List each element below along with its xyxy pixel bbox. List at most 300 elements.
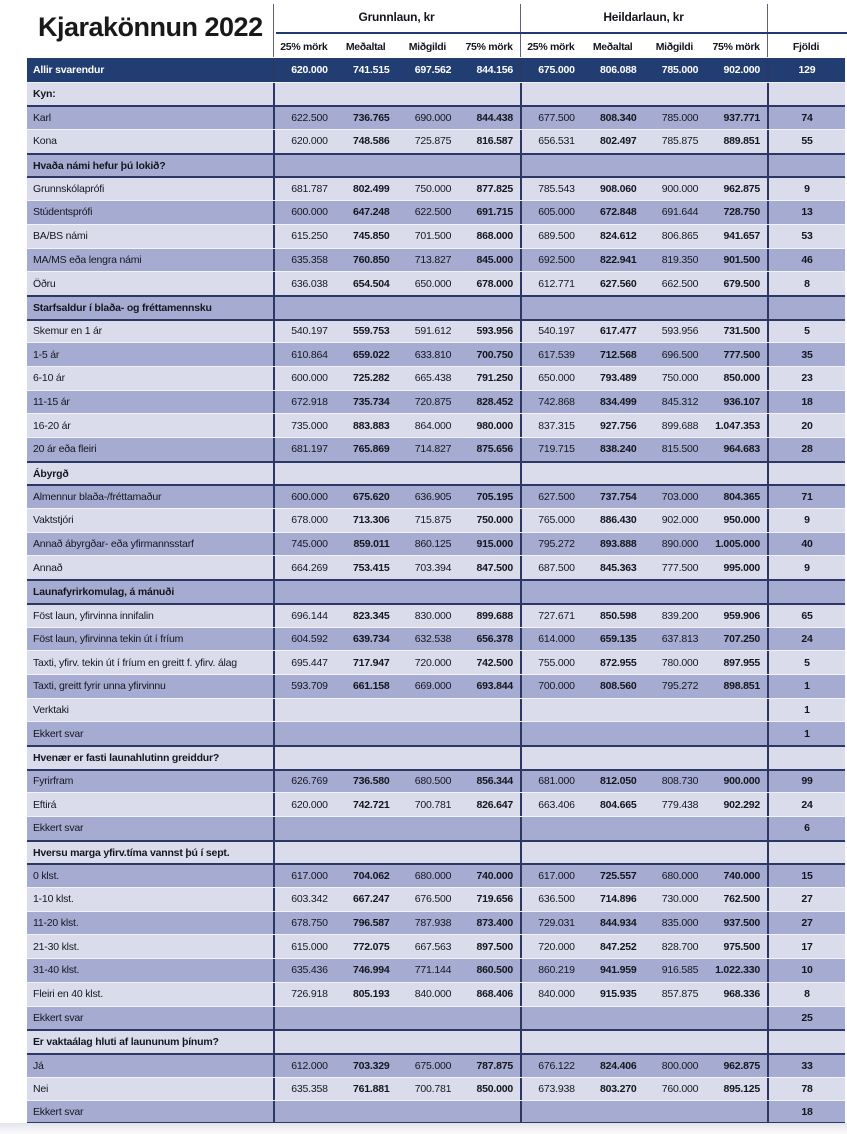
value-cell: 620.000 — [273, 58, 335, 82]
table-row — [27, 650, 845, 674]
value-cell — [582, 297, 644, 319]
value-cell: 901.500 — [723, 253, 760, 266]
value-cell — [335, 817, 397, 840]
count-cell: 65 — [767, 605, 845, 627]
section-label: Er vaktaálag hluti af laununum þínum? — [33, 1036, 219, 1049]
value-cell: 806.865 — [661, 230, 699, 243]
table-row — [27, 224, 845, 248]
row-label: Verktaki — [33, 703, 69, 716]
count-cell — [767, 297, 845, 319]
count-cell — [767, 155, 845, 177]
value-cell: 795.272 — [661, 680, 699, 693]
row-label: 1-5 ár — [33, 348, 60, 361]
value-cell: 761.881 — [352, 1082, 390, 1095]
value-cell: 850.000 — [476, 1082, 513, 1095]
value-cell: 639.734 — [352, 632, 390, 645]
value-cell: 712.568 — [599, 348, 637, 361]
value-cell: 735.734 — [352, 395, 390, 408]
col-header-75pct-heildarlaun: 75% mörk — [712, 41, 760, 53]
table-row — [27, 674, 845, 698]
value-cell: 824.406 — [599, 1059, 637, 1072]
value-cell: 941.657 — [723, 230, 760, 243]
value-cell: 900.000 — [661, 183, 699, 196]
value-cell: 864.000 — [414, 419, 452, 432]
value-cell: 680.000 — [414, 870, 452, 883]
value-cell: 700.000 — [520, 675, 582, 698]
value-cell: 615.250 — [273, 225, 335, 248]
row-label: Stúdentsprófi — [33, 206, 93, 219]
value-cell: 941.959 — [599, 964, 637, 977]
row-label: Föst laun, yfirvinna tekin út í fríum — [33, 632, 184, 645]
count-cell: 99 — [767, 771, 845, 793]
value-cell — [397, 842, 459, 864]
count-cell: 25 — [767, 1007, 845, 1030]
section-label: Hvenær er fasti launahlutinn greiddur? — [33, 751, 220, 764]
table-row — [27, 769, 845, 793]
row-label: Eftirá — [33, 798, 57, 811]
value-cell: 975.500 — [723, 940, 760, 953]
value-cell — [582, 842, 644, 864]
value-cell: 690.000 — [414, 112, 452, 125]
value-cell: 785.543 — [520, 178, 582, 200]
value-cell — [582, 699, 644, 722]
value-cell — [335, 1007, 397, 1030]
value-cell: 697.562 — [414, 63, 452, 76]
count-cell — [767, 747, 845, 769]
value-cell — [458, 747, 520, 769]
value-cell — [335, 699, 397, 722]
value-cell — [644, 297, 706, 319]
value-cell — [273, 1031, 335, 1053]
value-cell: 777.500 — [723, 348, 760, 361]
value-cell — [582, 83, 644, 106]
value-cell — [335, 842, 397, 864]
value-cell: 675.620 — [352, 491, 390, 504]
value-cell: 840.000 — [520, 983, 582, 1006]
value-cell: 777.500 — [661, 561, 699, 574]
value-cell — [644, 747, 706, 769]
value-cell — [397, 817, 459, 840]
value-cell: 897.955 — [723, 656, 760, 669]
value-cell: 787.875 — [476, 1059, 513, 1072]
value-cell — [458, 842, 520, 864]
value-cell — [582, 463, 644, 485]
value-cell: 678.000 — [273, 509, 335, 532]
value-cell — [273, 842, 335, 864]
value-cell — [520, 155, 582, 177]
value-cell — [520, 747, 582, 769]
value-cell: 828.452 — [476, 395, 513, 408]
row-label: Annað ábyrgðar- eða yfirmannsstarf — [33, 538, 194, 551]
value-cell: 859.011 — [353, 538, 390, 551]
value-cell — [273, 83, 335, 106]
value-cell: 675.000 — [520, 58, 582, 82]
count-cell: 46 — [767, 249, 845, 272]
value-cell: 902.000 — [661, 514, 699, 527]
value-cell: 627.560 — [599, 277, 637, 290]
value-cell: 728.750 — [723, 206, 760, 219]
value-cell: 900.000 — [723, 775, 760, 788]
row-label: BA/BS námi — [33, 230, 88, 243]
value-cell: 745.000 — [273, 533, 335, 556]
bottom-shadow-band — [0, 1123, 847, 1134]
column-group-heildarlaun: Heildarlaun, kr — [603, 10, 684, 24]
value-cell: 635.358 — [273, 1078, 335, 1101]
value-cell: 875.656 — [476, 443, 513, 456]
value-cell: 835.000 — [661, 917, 699, 930]
value-cell: 715.875 — [414, 514, 452, 527]
value-cell — [273, 817, 335, 840]
value-cell — [705, 817, 767, 840]
table-row — [27, 437, 845, 461]
sub-header-row — [27, 37, 845, 57]
value-cell: 701.500 — [414, 230, 452, 243]
total-row — [27, 58, 845, 82]
count-cell: 18 — [767, 1101, 845, 1122]
value-cell: 823.345 — [352, 609, 390, 622]
value-cell: 830.000 — [414, 609, 452, 622]
table-row — [27, 484, 845, 508]
value-cell — [397, 155, 459, 177]
count-cell: 1 — [767, 699, 845, 722]
col-header-fjoldi: Fjöldi — [792, 41, 820, 53]
value-cell: 845.312 — [661, 395, 699, 408]
value-cell — [273, 463, 335, 485]
value-cell: 883.883 — [352, 419, 390, 432]
value-cell: 713.827 — [414, 253, 452, 266]
count-cell: 40 — [767, 533, 845, 556]
value-cell: 937.500 — [723, 917, 760, 930]
value-cell: 669.000 — [414, 680, 452, 693]
value-cell: 665.438 — [414, 372, 452, 385]
value-cell: 672.848 — [599, 206, 637, 219]
value-cell: 964.683 — [723, 443, 760, 456]
value-cell: 612.771 — [520, 272, 582, 295]
value-cell: 772.075 — [352, 940, 390, 953]
value-cell: 617.000 — [520, 865, 582, 887]
value-cell — [520, 817, 582, 840]
row-label: 11-20 klst. — [33, 917, 79, 930]
value-cell: 714.896 — [599, 893, 637, 906]
value-cell: 779.438 — [661, 798, 699, 811]
value-cell: 627.500 — [520, 486, 582, 508]
table-row — [27, 1053, 845, 1077]
row-label: MA/MS eða lengra námi — [33, 253, 142, 266]
value-cell: 750.000 — [414, 183, 452, 196]
value-cell: 808.340 — [599, 112, 637, 125]
row-label: Nei — [33, 1082, 49, 1095]
value-cell — [397, 747, 459, 769]
value-cell — [582, 155, 644, 177]
value-cell: 1.047.353 — [715, 419, 760, 432]
value-cell: 802.497 — [599, 135, 637, 148]
value-cell — [273, 699, 335, 722]
value-cell: 877.825 — [476, 183, 513, 196]
value-cell: 802.499 — [352, 183, 390, 196]
value-cell: 995.000 — [723, 561, 760, 574]
row-label: Föst laun, yfirvinna innifalin — [33, 609, 154, 622]
value-cell: 753.415 — [352, 561, 390, 574]
count-cell: 10 — [767, 959, 845, 982]
value-cell: 785.000 — [661, 63, 699, 76]
value-cell: 850.598 — [599, 609, 637, 622]
value-cell — [705, 155, 767, 177]
value-cell: 700.781 — [414, 798, 452, 811]
value-cell — [644, 155, 706, 177]
section-label: Kyn: — [33, 88, 56, 101]
value-cell: 636.038 — [273, 272, 335, 295]
value-cell: 808.560 — [599, 680, 637, 693]
value-cell: 617.000 — [273, 865, 335, 887]
count-cell — [767, 463, 845, 485]
value-cell: 620.000 — [273, 793, 335, 816]
value-cell: 622.500 — [273, 107, 335, 129]
value-cell: 600.000 — [273, 486, 335, 508]
count-cell: 74 — [767, 107, 845, 129]
value-cell — [582, 722, 644, 745]
value-cell — [520, 1007, 582, 1030]
value-cell: 703.329 — [352, 1059, 390, 1072]
value-cell: 650.000 — [520, 367, 582, 390]
value-cell — [458, 297, 520, 319]
section-header-row — [27, 295, 845, 319]
value-cell: 681.787 — [273, 178, 335, 200]
value-cell: 593.956 — [661, 325, 699, 338]
table-row — [27, 342, 845, 366]
value-cell — [520, 463, 582, 485]
section-label: Launafyrirkomulag, á mánuði — [33, 585, 175, 598]
value-cell: 837.315 — [520, 414, 582, 437]
value-cell — [705, 83, 767, 106]
table-row — [27, 200, 845, 224]
count-cell — [767, 1031, 845, 1053]
value-cell — [644, 1031, 706, 1053]
value-cell: 617.477 — [599, 325, 637, 338]
value-cell — [644, 1101, 706, 1122]
value-cell: 720.000 — [414, 656, 452, 669]
value-cell: 620.000 — [273, 130, 335, 153]
value-cell: 745.850 — [352, 230, 390, 243]
value-cell: 899.688 — [661, 419, 699, 432]
value-cell: 617.539 — [520, 343, 582, 366]
value-cell: 791.250 — [476, 372, 513, 385]
value-cell: 559.753 — [352, 325, 390, 338]
count-cell: 5 — [767, 651, 845, 674]
value-cell: 742.500 — [476, 656, 513, 669]
value-cell — [335, 1101, 397, 1122]
value-cell: 714.827 — [414, 443, 452, 456]
table-row — [27, 603, 845, 627]
value-cell: 893.888 — [599, 538, 637, 551]
value-cell: 735.000 — [273, 414, 335, 437]
value-cell: 750.000 — [476, 514, 513, 527]
value-cell: 750.000 — [661, 372, 699, 385]
value-cell: 760.850 — [352, 253, 390, 266]
value-cell: 687.500 — [520, 556, 582, 579]
value-cell — [520, 699, 582, 722]
value-cell: 872.955 — [599, 656, 637, 669]
value-cell — [335, 155, 397, 177]
count-cell: 27 — [767, 912, 845, 935]
value-cell: 662.500 — [661, 277, 699, 290]
value-cell: 664.269 — [273, 556, 335, 579]
value-cell: 673.938 — [520, 1078, 582, 1101]
value-cell: 691.715 — [476, 206, 513, 219]
value-cell: 804.665 — [599, 798, 637, 811]
value-cell: 748.586 — [352, 135, 390, 148]
value-cell: 873.400 — [476, 917, 513, 930]
value-cell: 707.250 — [723, 632, 760, 645]
col-header-25pct-grunnlaun: 25% mörk — [280, 41, 328, 53]
row-label: Grunnskólaprófi — [33, 183, 105, 196]
value-cell: 635.358 — [273, 249, 335, 272]
value-cell: 902.292 — [723, 798, 760, 811]
row-label: Ekkert svar — [33, 822, 84, 835]
value-cell — [397, 722, 459, 745]
table-row — [27, 508, 845, 532]
value-cell: 695.447 — [273, 651, 335, 674]
table-row — [27, 1100, 845, 1124]
count-cell: 55 — [767, 130, 845, 153]
value-cell: 663.406 — [520, 793, 582, 816]
value-cell — [582, 581, 644, 603]
value-cell: 736.765 — [352, 112, 390, 125]
row-label: Ekkert svar — [33, 1011, 84, 1024]
value-cell: 719.656 — [476, 893, 513, 906]
value-cell: 898.851 — [723, 680, 760, 693]
table-row — [27, 390, 845, 414]
row-label: Annað — [33, 561, 63, 574]
value-cell: 856.344 — [476, 775, 513, 788]
value-cell — [520, 83, 582, 106]
value-cell: 654.504 — [352, 277, 390, 290]
value-cell — [705, 699, 767, 722]
table-row — [27, 982, 845, 1006]
value-cell: 650.000 — [414, 277, 452, 290]
value-cell — [458, 463, 520, 485]
value-cell — [582, 817, 644, 840]
value-cell: 760.000 — [661, 1082, 699, 1095]
value-cell — [705, 747, 767, 769]
count-cell — [767, 842, 845, 864]
value-cell — [705, 1101, 767, 1122]
value-cell — [335, 722, 397, 745]
value-cell — [458, 581, 520, 603]
value-cell — [397, 463, 459, 485]
value-cell — [705, 1031, 767, 1053]
value-cell: 737.754 — [599, 491, 637, 504]
count-cell: 1 — [767, 675, 845, 698]
row-label: Öðru — [33, 277, 56, 290]
value-cell — [397, 297, 459, 319]
value-cell: 742.868 — [520, 391, 582, 414]
value-cell — [644, 842, 706, 864]
value-cell: 795.272 — [520, 533, 582, 556]
value-cell: 860.219 — [520, 959, 582, 982]
value-cell: 540.197 — [273, 321, 335, 343]
table-row — [27, 532, 845, 556]
value-cell — [520, 722, 582, 745]
value-cell: 796.587 — [352, 917, 390, 930]
value-cell: 785.875 — [661, 135, 699, 148]
value-cell: 804.365 — [723, 491, 760, 504]
value-cell: 899.688 — [476, 609, 513, 622]
value-cell: 661.158 — [352, 680, 390, 693]
count-cell: 9 — [767, 178, 845, 200]
value-cell: 725.557 — [599, 870, 637, 883]
value-cell — [335, 747, 397, 769]
value-cell: 691.644 — [661, 206, 699, 219]
value-cell: 968.336 — [723, 988, 760, 1001]
value-cell — [644, 1007, 706, 1030]
value-cell: 696.144 — [273, 605, 335, 627]
value-cell: 678.750 — [273, 912, 335, 935]
value-cell: 700.781 — [414, 1082, 452, 1095]
value-cell — [705, 842, 767, 864]
section-label: Allir svarendur — [33, 63, 105, 76]
value-cell: 700.750 — [476, 348, 513, 361]
count-cell: 129 — [767, 58, 845, 82]
value-cell: 681.197 — [273, 438, 335, 461]
value-cell: 615.000 — [273, 935, 335, 958]
value-cell: 713.306 — [352, 514, 390, 527]
value-cell: 680.000 — [661, 870, 699, 883]
table-row — [27, 792, 845, 816]
value-cell: 689.500 — [520, 225, 582, 248]
value-cell: 717.947 — [352, 656, 390, 669]
row-label: 20 ár eða fleiri — [33, 443, 97, 456]
value-cell: 805.193 — [352, 988, 390, 1001]
value-cell: 889.851 — [723, 135, 760, 148]
value-cell: 636.500 — [520, 888, 582, 911]
value-cell: 726.918 — [273, 983, 335, 1006]
value-cell: 850.000 — [723, 372, 760, 385]
value-cell: 838.240 — [599, 443, 637, 456]
value-cell — [520, 1101, 582, 1122]
value-cell: 659.135 — [599, 632, 637, 645]
value-cell: 672.918 — [273, 391, 335, 414]
table-row — [27, 887, 845, 911]
value-cell — [397, 581, 459, 603]
value-cell: 803.270 — [599, 1082, 637, 1095]
row-label: Ekkert svar — [33, 1105, 84, 1118]
value-cell — [644, 463, 706, 485]
value-cell: 839.200 — [661, 609, 699, 622]
value-cell — [705, 1007, 767, 1030]
value-cell — [644, 817, 706, 840]
value-cell: 676.500 — [414, 893, 452, 906]
value-cell — [458, 722, 520, 745]
value-cell: 812.050 — [599, 775, 637, 788]
section-header-row — [27, 153, 845, 177]
value-cell: 680.500 — [414, 775, 452, 788]
value-cell: 834.499 — [599, 395, 637, 408]
row-label: Karl — [33, 112, 51, 125]
value-cell: 678.000 — [476, 277, 513, 290]
row-label: Vaktstjóri — [33, 514, 74, 527]
value-cell: 622.500 — [414, 206, 452, 219]
value-cell — [273, 155, 335, 177]
table-row — [27, 366, 845, 390]
col-header-medaltal-grunnlaun: Meðaltal — [345, 41, 386, 53]
value-cell — [458, 155, 520, 177]
value-cell: 847.252 — [599, 940, 637, 953]
value-cell: 632.538 — [414, 632, 452, 645]
value-cell: 667.563 — [414, 940, 452, 953]
value-cell — [705, 297, 767, 319]
value-cell: 740.000 — [723, 870, 760, 883]
row-label: 0 klst. — [33, 870, 60, 883]
